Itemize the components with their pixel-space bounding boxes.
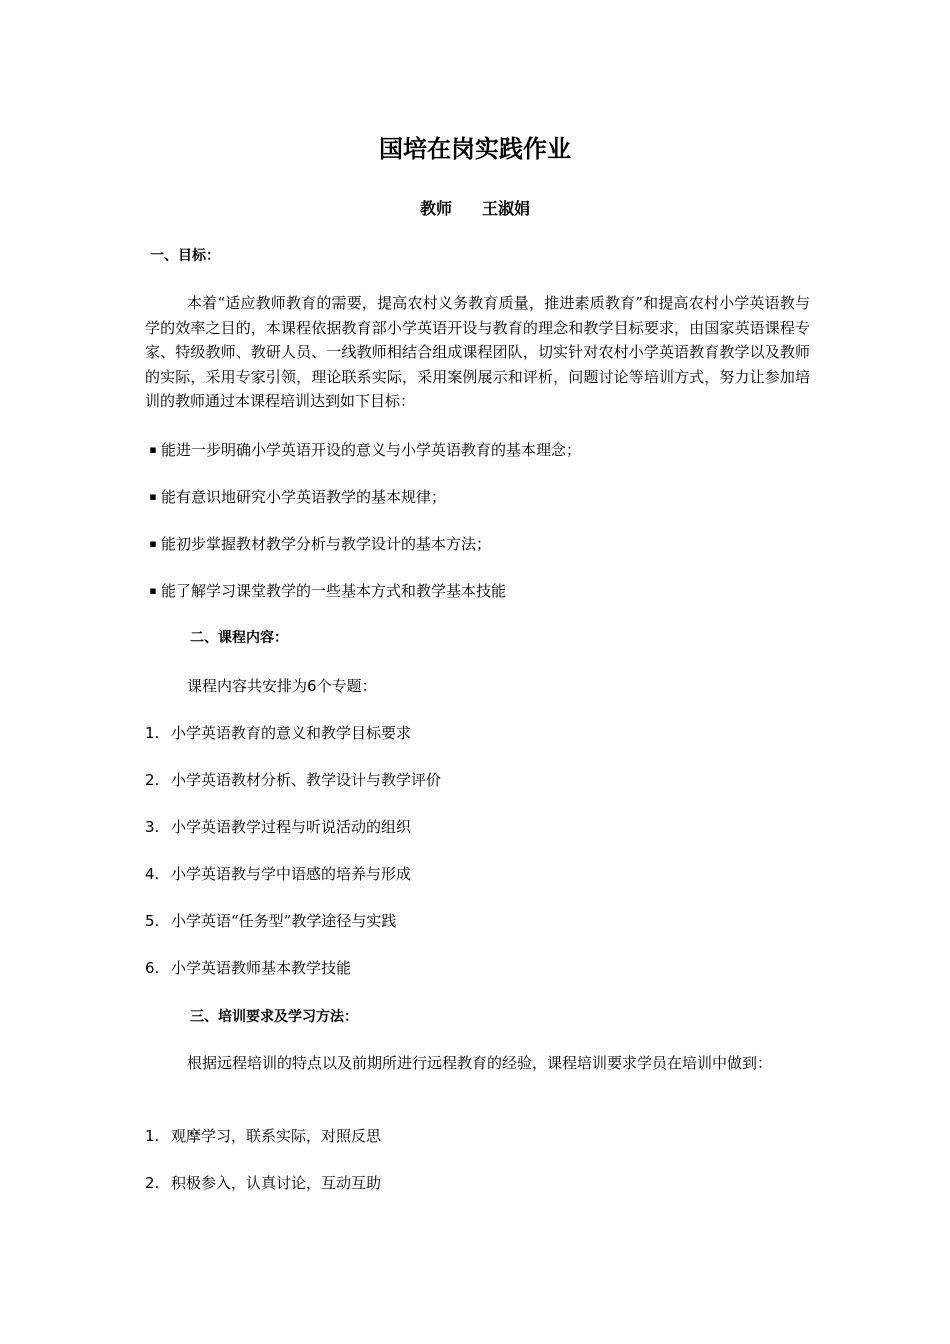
- content-list-item: [145, 769, 810, 791]
- content-intro-after: 个专题：: [316, 677, 377, 695]
- list-item-text: 小学英语教师基本教学技能: [171, 959, 352, 977]
- content-list-item: [145, 722, 810, 744]
- bullet-icon: ▪: [149, 584, 157, 597]
- section-heading-goals: 一、目标：: [150, 248, 220, 264]
- document-title: 国培在岗实践作业: [379, 135, 571, 163]
- requirement-list-item: [145, 1125, 810, 1147]
- goal-bullet-text: 能初步掌握教材教学分析与教学设计的基本方法；: [161, 535, 492, 553]
- goals-intro-paragraph: 本着“适应教师教育的需要，提高农村义务教育质量，推进素质教育”和提高农村小学英语教与学的效率之目的，本课程依据教育部小学英语开设与教育的理念和教学目标要求，由国家英语课程专家、特级教师、教研人员、一线教师相结合组成课程团队，切实针对农村小学英语教育教学以及教师的实际，采用专家引领，理论联系实际，采用案例展示和评析，问题讨论等培训方式，努力让参加培训的教师通过本课程培训达到如下目标：: [145, 294, 810, 410]
- content-intro-line: [187, 675, 377, 697]
- list-item-text: 小学英语“任务型”教学途径与实践: [171, 912, 397, 930]
- list-item-number: 3.: [145, 818, 160, 836]
- goal-bullet-text: 能了解学习课堂教学的一些基本方式和教学基本技能: [161, 582, 507, 600]
- content-list-item: [145, 863, 810, 885]
- list-item-number: 5.: [145, 912, 160, 930]
- section-heading-content: 二、课程内容：: [190, 630, 288, 646]
- goal-bullet-text: 能有意识地研究小学英语教学的基本规律；: [161, 488, 447, 506]
- list-item-number: 2.: [145, 771, 160, 789]
- content-topic-count: 6: [307, 677, 317, 695]
- bullet-icon: ▪: [149, 490, 157, 503]
- list-item-text: 小学英语教材分析、教学设计与教学评价: [171, 771, 442, 789]
- author-name: 王淑娟: [482, 199, 531, 218]
- list-item-text: 观摩学习，联系实际，对照反思: [171, 1127, 382, 1145]
- requirements-intro-paragraph: 根据远程培训的特点以及前期所进行远程教育的经验，课程培训要求学员在培训中做到：: [187, 1054, 773, 1072]
- list-item-text: 小学英语教与学中语感的培养与形成: [171, 865, 412, 883]
- goal-bullet-item: [145, 439, 810, 461]
- content-list-item: [145, 910, 810, 932]
- section-heading-requirements: 三、培训要求及学习方法：: [190, 1009, 358, 1025]
- goal-bullet-text: 能进一步明确小学英语开设的意义与小学英语教育的基本理念；: [161, 441, 582, 459]
- list-item-number: 1.: [145, 724, 160, 742]
- content-list-item: [145, 957, 810, 979]
- list-item-text: 小学英语教学过程与听说活动的组织: [171, 818, 412, 836]
- goal-bullet-item: [145, 580, 810, 602]
- content-list-item: [145, 816, 810, 838]
- requirement-list-item: [145, 1172, 810, 1194]
- list-item-number: 4.: [145, 865, 160, 883]
- list-item-number: 1.: [145, 1127, 160, 1145]
- author-line: [0, 196, 950, 222]
- list-item-text: 小学英语教育的意义和教学目标要求: [171, 724, 412, 742]
- list-item-text: 积极参入，认真讨论，互动互助: [171, 1174, 382, 1192]
- author-role: 教师: [419, 199, 452, 218]
- goal-bullet-item: [145, 533, 810, 555]
- content-intro-before: 课程内容共安排为: [187, 677, 308, 695]
- list-item-number: 6.: [145, 959, 160, 977]
- bullet-icon: ▪: [149, 443, 157, 456]
- goal-bullet-item: [145, 486, 810, 508]
- list-item-number: 2.: [145, 1174, 160, 1192]
- bullet-icon: ▪: [149, 537, 157, 550]
